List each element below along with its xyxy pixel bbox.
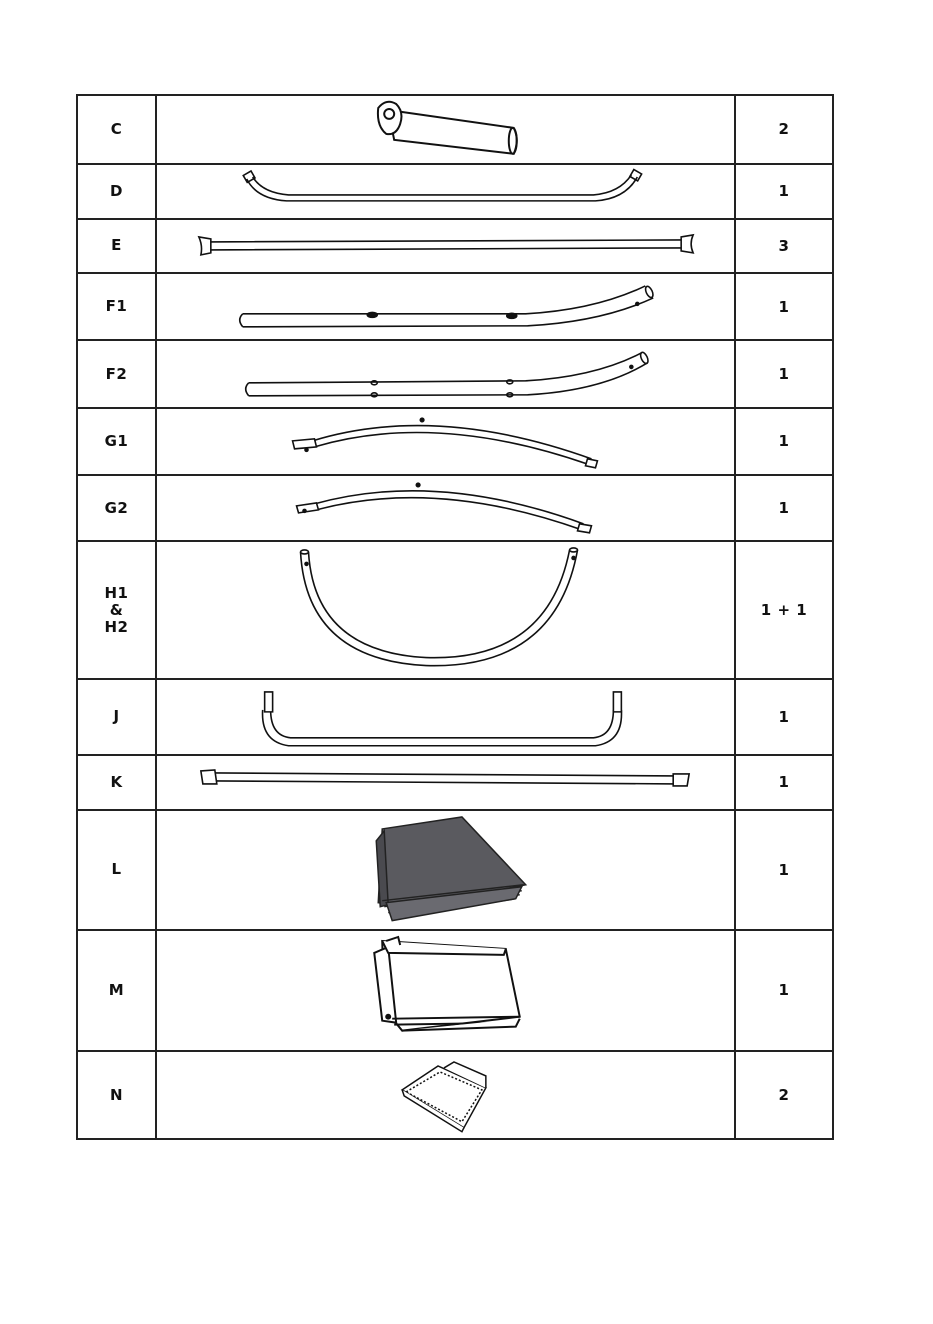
part-row-d	[77, 164, 833, 219]
straight-tube-icon	[157, 756, 734, 809]
part-row-k	[77, 755, 833, 810]
arched-tube-icon	[157, 476, 734, 541]
part-label-n: N	[77, 1051, 156, 1140]
parts-table	[76, 94, 834, 1140]
bent-tube-icon	[157, 165, 734, 218]
semicircle-tube-icon	[157, 542, 734, 678]
folded-dark-fabric-icon	[157, 811, 734, 930]
part-row-g2	[77, 475, 833, 542]
pouch-icon	[157, 1052, 734, 1139]
part-qty-c: 2	[735, 95, 833, 164]
part-row-f2	[77, 340, 833, 408]
part-row-j	[77, 679, 833, 755]
part-qty-j: 1	[735, 679, 833, 755]
part-label-c: C	[77, 95, 156, 164]
part-label-f1: F1	[77, 273, 156, 340]
part-qty-f2: 1	[735, 340, 833, 408]
part-row-f1	[77, 273, 833, 340]
part-qty-f1: 1	[735, 273, 833, 340]
part-row-c	[77, 95, 833, 164]
part-label-m: M	[77, 930, 156, 1051]
part-label-f2: F2	[77, 340, 156, 408]
part-row-h	[77, 541, 833, 679]
part-row-e	[77, 219, 833, 274]
part-label-e: E	[77, 219, 156, 274]
part-label-k: K	[77, 755, 156, 810]
curved-leg-tube-icon	[157, 341, 734, 407]
curved-leg-tube-icon	[157, 274, 734, 339]
part-row-l	[77, 810, 833, 931]
arched-tube-icon	[157, 409, 734, 474]
part-row-m	[77, 930, 833, 1051]
part-qty-d: 1	[735, 164, 833, 219]
part-label-g1: G1	[77, 408, 156, 475]
part-qty-h: 1 + 1	[735, 541, 833, 679]
part-label-j: J	[77, 679, 156, 755]
part-qty-m: 1	[735, 930, 833, 1051]
straight-tube-icon	[157, 220, 734, 273]
part-qty-l: 1	[735, 810, 833, 931]
part-qty-k: 1	[735, 755, 833, 810]
part-label-g2: G2	[77, 475, 156, 542]
part-qty-g2: 1	[735, 475, 833, 542]
part-row-g1	[77, 408, 833, 475]
part-qty-n: 2	[735, 1051, 833, 1140]
part-qty-g1: 1	[735, 408, 833, 475]
part-label-d: D	[77, 164, 156, 219]
part-row-n	[77, 1051, 833, 1140]
part-qty-e: 3	[735, 219, 833, 274]
part-label-h: H1 & H2	[77, 541, 156, 679]
u-bar-tube-icon	[157, 680, 734, 754]
handle-connector-icon	[157, 96, 734, 163]
folded-light-fabric-icon	[157, 931, 734, 1050]
part-label-l: L	[77, 810, 156, 931]
